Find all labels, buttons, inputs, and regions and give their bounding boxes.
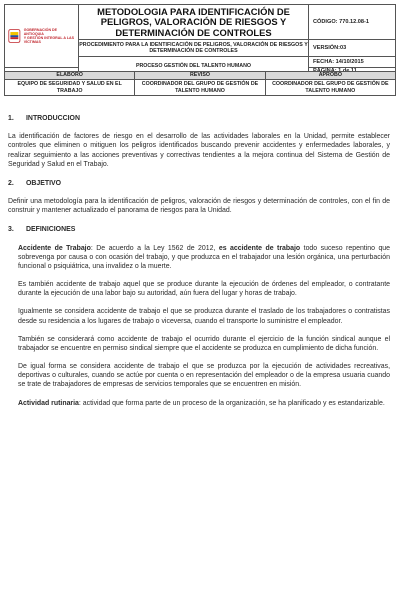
section-number: 1. [8,115,14,122]
section-title: DEFINICIONES [26,226,76,234]
document-body [8,110,390,408]
section-title: INTRODUCCION [26,115,80,122]
section-heading-definiciones [8,225,390,234]
introduccion-paragraph: La identificación de factores de riesgo en el desarrollo de las actividades laborales en la Unidad, permite establecer controles que eliminen o mitiguen los peligros identificados buscando prevenir accidentes y enfermedades laborales, y realizar seguimiento a las acciones preventivas y correctivas tendientes a la mejora continua del Sistema de Gestión de Seguridad y Salud en el Trabajo. [8,133,390,168]
flag-emblem-icon [8,27,21,45]
reviso-header: REVISO [135,72,265,80]
paragraph-traslado: Igualmente se considera accidente de trabajo el que se produzca durante el traslado de los trabajadores o contratistas desde su residencia a los lugares de trabajo o viceversa, cuando el transporte lo suministre el empleador. [18,308,390,325]
aprobo-header: APROBO [265,72,395,80]
aprobo-value: COORDINADOR DEL GRUPO DE GESTIÓN DE TALENTO HUMANO [265,80,395,96]
logo-text-line-2: Y GESTIÓN INTEGRAL A LAS VÍCTIMAS [23,36,75,45]
section-title: OBJETIVO [26,179,62,187]
reviso-value: COORDINADOR DEL GRUPO DE GESTIÓN DE TALENTO HUMANO [135,80,265,96]
process-name: PROCESO GESTIÓN DEL TALENTO HUMANO [79,57,309,75]
procedure-title: PROCEDIMIENTO PARA LA IDENTIFICACIÓN DE PELIGROS, VALORACIÓN DE RIESGOS Y DETERMINACIÓN DE CONTROLES [79,40,309,57]
def1-text-a: : De acuerdo a la Ley 1562 de 2012, [90,244,219,252]
document-title: METODOLOGIA PARA IDENTIFICACIÓN DE PELIGROS, VALORACIÓN DE RIESGOS Y DETERMINACIÓN DE CONTROLES [79,5,309,40]
logo-cell [5,5,79,68]
section-heading-introduccion [8,114,390,123]
elaboro-header: ELABORO [5,72,135,80]
logo-text-line-1: GOBERNACIÓN DE ANTIOQUIA [23,27,58,36]
section-number: 3. [8,226,14,234]
section-heading-objetivo [8,179,390,188]
signature-table [4,71,396,96]
header-table [4,4,396,75]
def1-text-b: todo suceso repentino que sobrevenga por causa o con ocasión del trabajo, y que produzca en el trabajador una lesión orgánica, una perturbación funcional o psiquiátrica, una invalidez o la muerte. [18,244,391,270]
paragraph-funcion-sindical: También se considerará como accidente de trabajo el ocurrido durante el ejercicio de la función sindical aunque el trabajador se encuentre en permiso sindical siempre que el accidente se produzca en cumplimiento de dicha función. [18,335,390,352]
objetivo-paragraph: Definir una metodología para la identificación de peligros, valoración de riesgos y determinación de controles, con el fin de construir y mantener actualizado el panorama de riesgos para la Unidad. [8,198,390,215]
institution-logo [8,27,78,45]
term-accidente-trabajo: Accidente de Trabajo [18,244,91,252]
def2-text: : actividad que forma parte de un proceso de la organización, se ha planificado y es estandarizable. [78,399,385,407]
elaboro-value: EQUIPO DE SEGURIDAD Y SALUD EN EL TRABAJO [5,80,135,96]
definicion-actividad-rutinaria [8,399,390,408]
document-version: VERSIÓN:03 [309,40,396,57]
section-number: 2. [8,179,14,187]
paragraph-actividades-recreativas: De igual forma se considera accidente de trabajo el que se produzca por la ejecución de actividades recreativas, deportivas o culturales, cuando se actúe por cuenta o en representación del empleador o de la empresa usuaria cuando se trate de trabajadores de empresas de servicios temporales que se encuentren en misión. [18,363,390,389]
document-code: CÓDIGO: 770.12.08-1 [309,5,396,40]
document-date: FECHA: 14/10/2015 [309,57,396,68]
def1-bold: es accidente de trabajo [218,244,301,252]
definicion-accidente-trabajo [8,244,390,272]
term-actividad-rutinaria: Actividad rutinaria [18,399,79,407]
paragraph-ordenes-empleador: Es también accidente de trabajo aquel que se produce durante la ejecución de órdenes del empleador, o contratante durante la ejecución de una labor bajo su autoridad, aún fuera del lugar y horas de trabajo. [18,281,390,298]
